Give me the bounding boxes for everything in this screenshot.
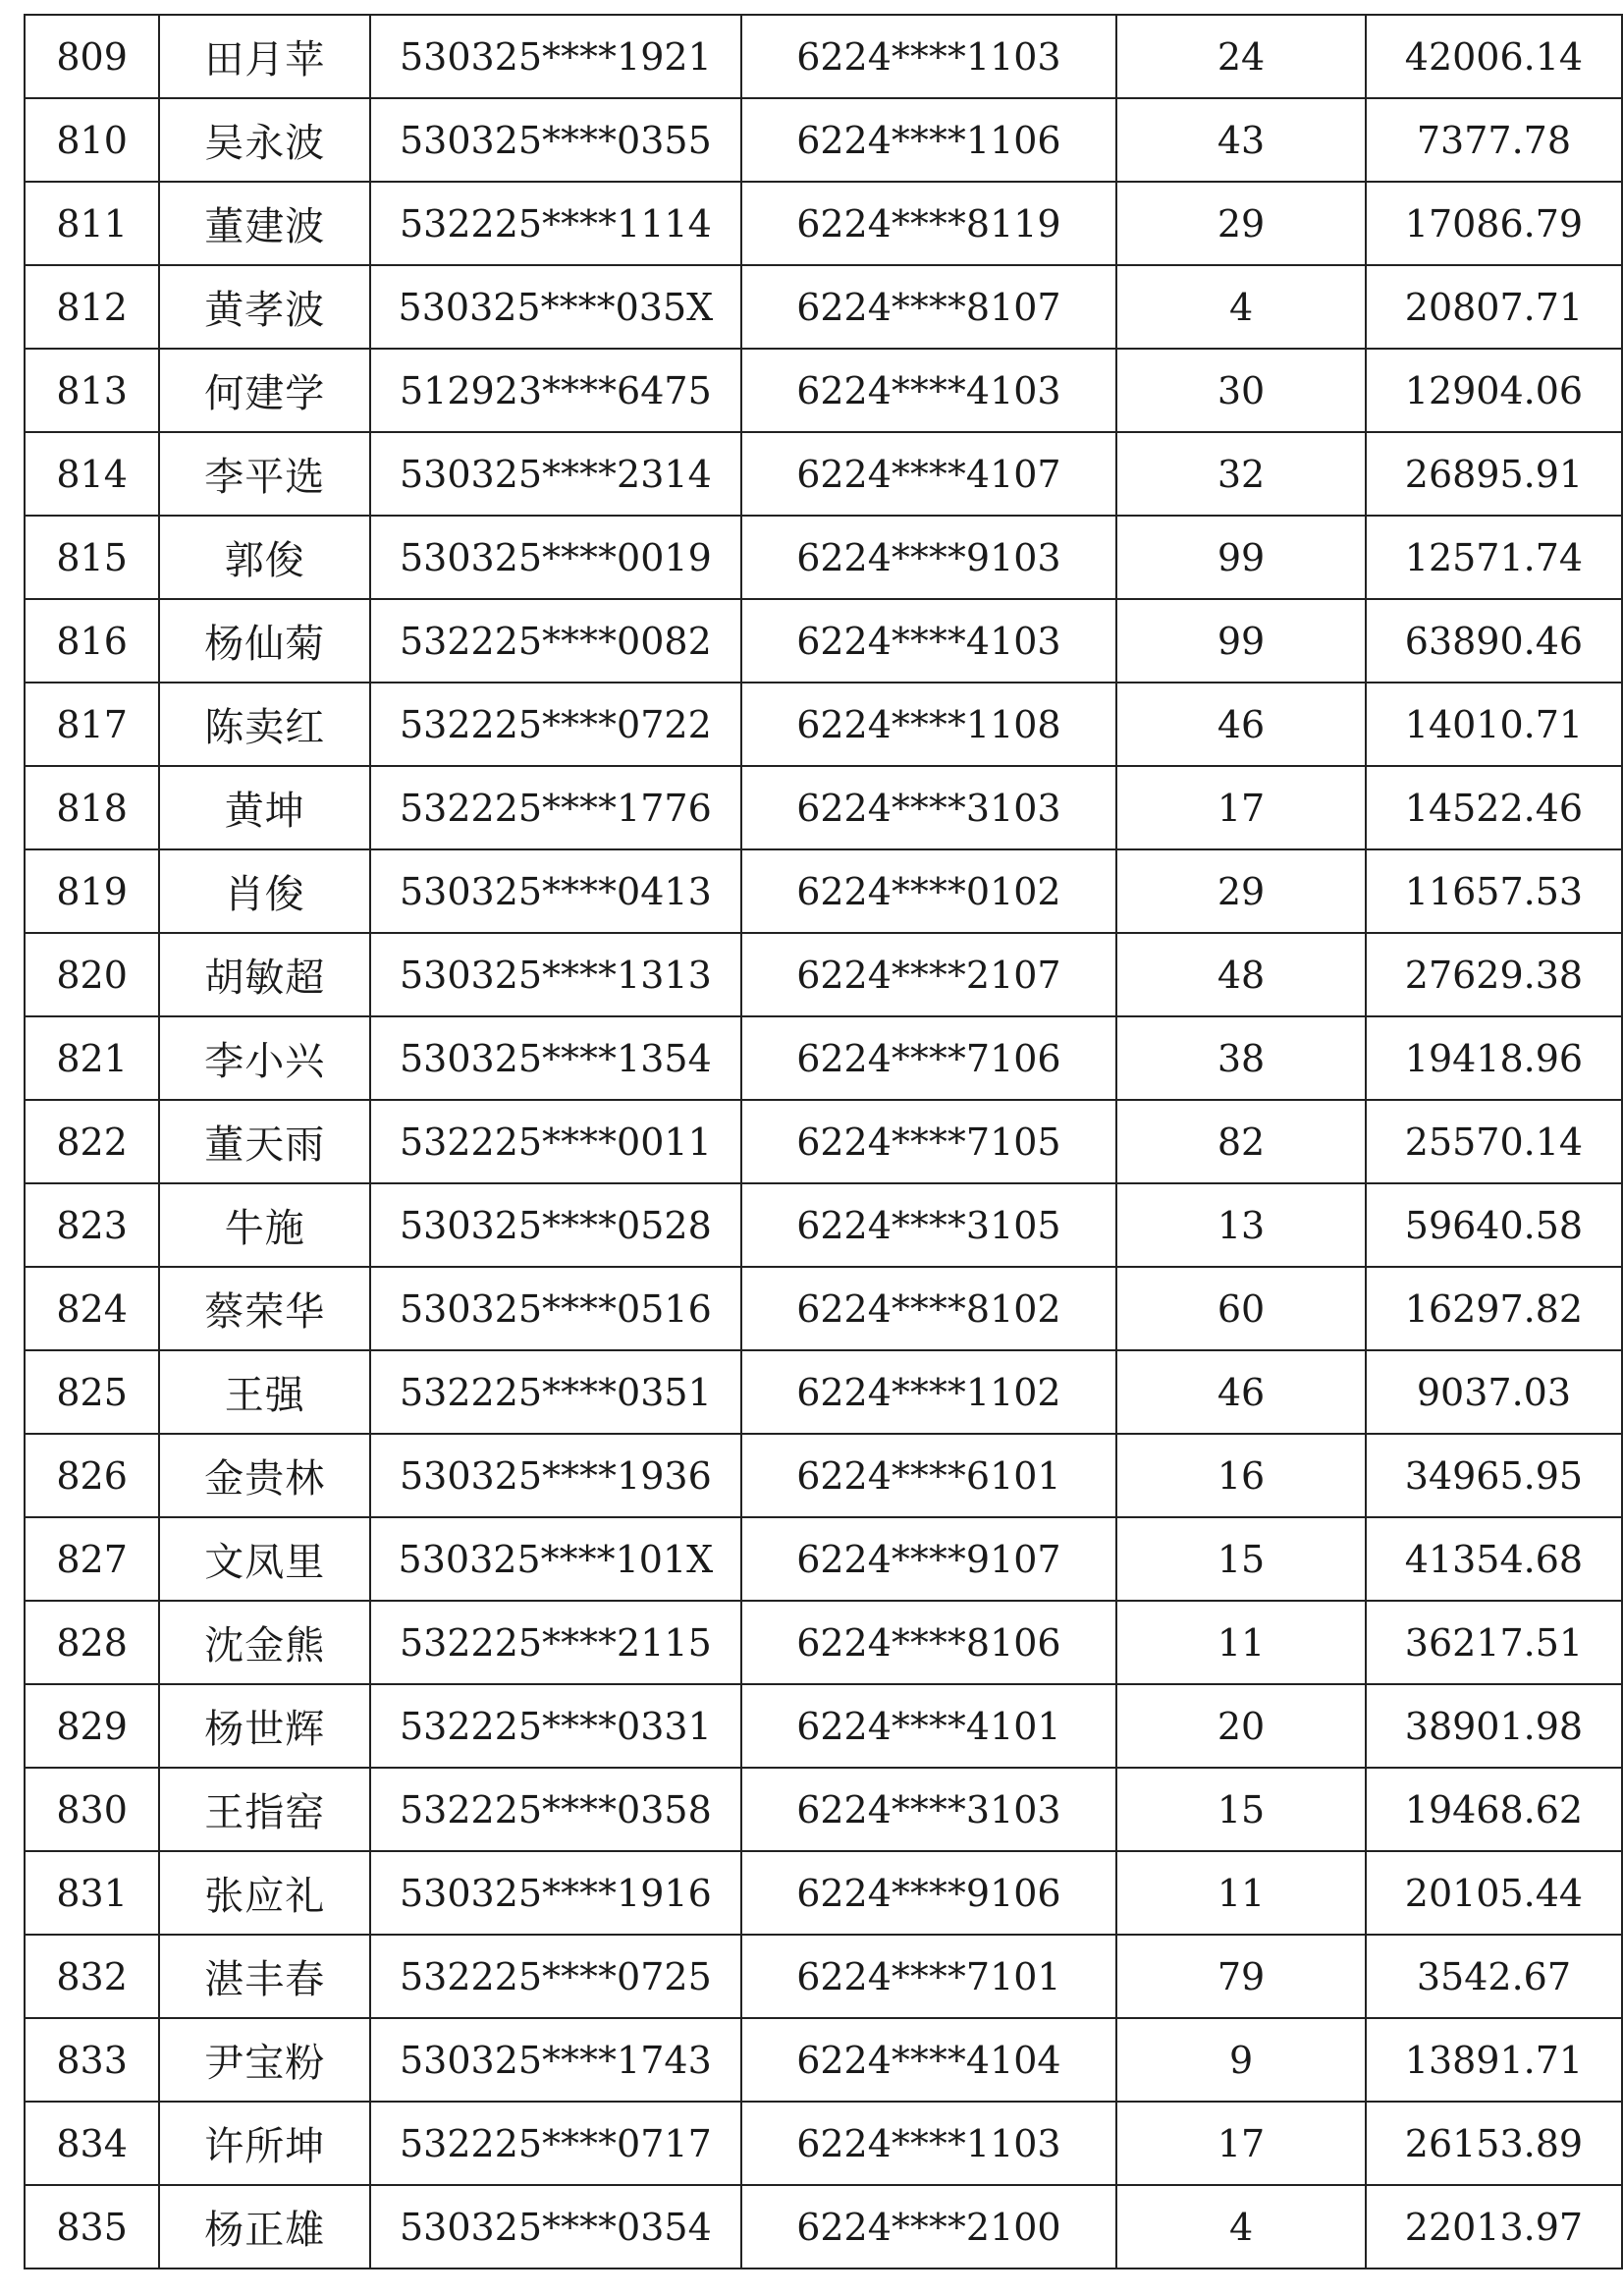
cell-name: 黄坤 [159, 766, 370, 849]
cell-bank-card: 6224****9106 [741, 1851, 1117, 1935]
cell-count: 43 [1116, 98, 1366, 182]
table-row [25, 98, 1622, 182]
cell-name: 沈金熊 [159, 1601, 370, 1684]
cell-name: 李小兴 [159, 1016, 370, 1100]
cell-amount: 3542.67 [1366, 1935, 1622, 2018]
table-row [25, 1517, 1622, 1601]
table-row [25, 516, 1622, 599]
cell-name: 田月苹 [159, 15, 370, 98]
cell-seq: 820 [25, 933, 159, 1016]
cell-count: 60 [1116, 1267, 1366, 1350]
cell-id-number: 530325****0413 [370, 849, 740, 933]
cell-bank-card: 6224****7101 [741, 1935, 1117, 2018]
cell-count: 99 [1116, 516, 1366, 599]
cell-bank-card: 6224****8106 [741, 1601, 1117, 1684]
cell-name: 张应礼 [159, 1851, 370, 1935]
table-row [25, 766, 1622, 849]
cell-count: 99 [1116, 599, 1366, 683]
cell-id-number: 532225****0351 [370, 1350, 740, 1434]
cell-bank-card: 6224****1102 [741, 1350, 1117, 1434]
cell-seq: 809 [25, 15, 159, 98]
cell-id-number: 530325****2314 [370, 432, 740, 516]
table-row [25, 1768, 1622, 1851]
cell-amount: 12571.74 [1366, 516, 1622, 599]
table-row [25, 933, 1622, 1016]
cell-count: 20 [1116, 1684, 1366, 1768]
cell-seq: 810 [25, 98, 159, 182]
cell-name: 杨正雄 [159, 2185, 370, 2269]
table-row [25, 432, 1622, 516]
table-row [25, 1684, 1622, 1768]
cell-id-number: 530325****101X [370, 1517, 740, 1601]
cell-seq: 819 [25, 849, 159, 933]
cell-name: 肖俊 [159, 849, 370, 933]
cell-bank-card: 6224****1106 [741, 98, 1117, 182]
cell-id-number: 532225****1776 [370, 766, 740, 849]
cell-id-number: 530325****1743 [370, 2018, 740, 2102]
cell-bank-card: 6224****4104 [741, 2018, 1117, 2102]
cell-seq: 816 [25, 599, 159, 683]
cell-bank-card: 6224****7105 [741, 1100, 1117, 1183]
cell-count: 46 [1116, 1350, 1366, 1434]
cell-id-number: 532225****0717 [370, 2102, 740, 2185]
cell-amount: 17086.79 [1366, 182, 1622, 265]
cell-amount: 26153.89 [1366, 2102, 1622, 2185]
cell-count: 32 [1116, 432, 1366, 516]
cell-amount: 26895.91 [1366, 432, 1622, 516]
cell-seq: 827 [25, 1517, 159, 1601]
cell-id-number: 532225****0722 [370, 683, 740, 766]
cell-id-number: 532225****0331 [370, 1684, 740, 1768]
cell-seq: 822 [25, 1100, 159, 1183]
table-row [25, 349, 1622, 432]
cell-bank-card: 6224****3105 [741, 1183, 1117, 1267]
cell-bank-card: 6224****2107 [741, 933, 1117, 1016]
cell-seq: 828 [25, 1601, 159, 1684]
cell-amount: 11657.53 [1366, 849, 1622, 933]
cell-seq: 813 [25, 349, 159, 432]
cell-seq: 818 [25, 766, 159, 849]
cell-bank-card: 6224****1103 [741, 15, 1117, 98]
cell-count: 17 [1116, 2102, 1366, 2185]
table-row [25, 1935, 1622, 2018]
cell-name: 金贵林 [159, 1434, 370, 1517]
cell-amount: 59640.58 [1366, 1183, 1622, 1267]
table-row [25, 2185, 1622, 2269]
cell-id-number: 532225****0082 [370, 599, 740, 683]
cell-amount: 25570.14 [1366, 1100, 1622, 1183]
cell-amount: 22013.97 [1366, 2185, 1622, 2269]
cell-name: 牛施 [159, 1183, 370, 1267]
cell-count: 15 [1116, 1768, 1366, 1851]
table-row [25, 599, 1622, 683]
cell-count: 4 [1116, 265, 1366, 349]
cell-id-number: 530325****0019 [370, 516, 740, 599]
cell-amount: 20105.44 [1366, 1851, 1622, 1935]
table-row [25, 1851, 1622, 1935]
cell-count: 13 [1116, 1183, 1366, 1267]
cell-bank-card: 6224****4103 [741, 349, 1117, 432]
cell-count: 11 [1116, 1851, 1366, 1935]
cell-id-number: 530325****0354 [370, 2185, 740, 2269]
cell-name: 吴永波 [159, 98, 370, 182]
cell-bank-card: 6224****4103 [741, 599, 1117, 683]
cell-seq: 831 [25, 1851, 159, 1935]
cell-id-number: 530325****1921 [370, 15, 740, 98]
cell-amount: 16297.82 [1366, 1267, 1622, 1350]
cell-bank-card: 6224****6101 [741, 1434, 1117, 1517]
cell-name: 黄孝波 [159, 265, 370, 349]
cell-bank-card: 6224****9103 [741, 516, 1117, 599]
cell-id-number: 530325****0528 [370, 1183, 740, 1267]
cell-amount: 41354.68 [1366, 1517, 1622, 1601]
table-row [25, 849, 1622, 933]
cell-bank-card: 6224****8119 [741, 182, 1117, 265]
table-row [25, 2102, 1622, 2185]
cell-amount: 19418.96 [1366, 1016, 1622, 1100]
cell-bank-card: 6224****0102 [741, 849, 1117, 933]
cell-count: 11 [1116, 1601, 1366, 1684]
table-row [25, 265, 1622, 349]
cell-seq: 823 [25, 1183, 159, 1267]
cell-count: 38 [1116, 1016, 1366, 1100]
cell-count: 24 [1116, 15, 1366, 98]
cell-amount: 42006.14 [1366, 15, 1622, 98]
cell-id-number: 530325****0355 [370, 98, 740, 182]
cell-bank-card: 6224****3103 [741, 1768, 1117, 1851]
cell-seq: 825 [25, 1350, 159, 1434]
cell-id-number: 530325****1916 [370, 1851, 740, 1935]
cell-seq: 814 [25, 432, 159, 516]
table-row [25, 683, 1622, 766]
cell-amount: 14010.71 [1366, 683, 1622, 766]
cell-count: 29 [1116, 849, 1366, 933]
cell-name: 何建学 [159, 349, 370, 432]
cell-amount: 7377.78 [1366, 98, 1622, 182]
cell-amount: 9037.03 [1366, 1350, 1622, 1434]
cell-amount: 36217.51 [1366, 1601, 1622, 1684]
cell-id-number: 532225****0011 [370, 1100, 740, 1183]
cell-amount: 20807.71 [1366, 265, 1622, 349]
cell-bank-card: 6224****7106 [741, 1016, 1117, 1100]
cell-bank-card: 6224****4101 [741, 1684, 1117, 1768]
cell-bank-card: 6224****1108 [741, 683, 1117, 766]
cell-name: 湛丰春 [159, 1935, 370, 2018]
cell-seq: 811 [25, 182, 159, 265]
cell-seq: 824 [25, 1267, 159, 1350]
cell-id-number: 532225****1114 [370, 182, 740, 265]
cell-name: 王指窑 [159, 1768, 370, 1851]
cell-id-number: 532225****0725 [370, 1935, 740, 2018]
cell-bank-card: 6224****1103 [741, 2102, 1117, 2185]
cell-id-number: 530325****035X [370, 265, 740, 349]
cell-amount: 63890.46 [1366, 599, 1622, 683]
table-row [25, 1434, 1622, 1517]
table-row [25, 182, 1622, 265]
cell-id-number: 530325****1936 [370, 1434, 740, 1517]
cell-name: 杨世辉 [159, 1684, 370, 1768]
cell-seq: 821 [25, 1016, 159, 1100]
cell-seq: 817 [25, 683, 159, 766]
cell-id-number: 532225****0358 [370, 1768, 740, 1851]
cell-count: 82 [1116, 1100, 1366, 1183]
cell-seq: 815 [25, 516, 159, 599]
cell-id-number: 512923****6475 [370, 349, 740, 432]
cell-seq: 812 [25, 265, 159, 349]
cell-bank-card: 6224****2100 [741, 2185, 1117, 2269]
table-row [25, 1016, 1622, 1100]
cell-count: 15 [1116, 1517, 1366, 1601]
cell-count: 48 [1116, 933, 1366, 1016]
cell-seq: 833 [25, 2018, 159, 2102]
cell-bank-card: 6224****3103 [741, 766, 1117, 849]
cell-bank-card: 6224****9107 [741, 1517, 1117, 1601]
cell-id-number: 530325****1313 [370, 933, 740, 1016]
cell-name: 尹宝粉 [159, 2018, 370, 2102]
cell-seq: 835 [25, 2185, 159, 2269]
cell-id-number: 530325****0516 [370, 1267, 740, 1350]
table-row [25, 1350, 1622, 1434]
cell-seq: 832 [25, 1935, 159, 2018]
cell-name: 李平选 [159, 432, 370, 516]
table-row [25, 1100, 1622, 1183]
cell-count: 79 [1116, 1935, 1366, 2018]
cell-seq: 834 [25, 2102, 159, 2185]
cell-seq: 829 [25, 1684, 159, 1768]
cell-id-number: 532225****2115 [370, 1601, 740, 1684]
cell-name: 董天雨 [159, 1100, 370, 1183]
cell-amount: 14522.46 [1366, 766, 1622, 849]
cell-name: 郭俊 [159, 516, 370, 599]
cell-seq: 830 [25, 1768, 159, 1851]
cell-count: 46 [1116, 683, 1366, 766]
cell-amount: 38901.98 [1366, 1684, 1622, 1768]
cell-amount: 34965.95 [1366, 1434, 1622, 1517]
cell-id-number: 530325****1354 [370, 1016, 740, 1100]
cell-seq: 826 [25, 1434, 159, 1517]
table-row [25, 1601, 1622, 1684]
cell-count: 9 [1116, 2018, 1366, 2102]
cell-count: 17 [1116, 766, 1366, 849]
cell-count: 16 [1116, 1434, 1366, 1517]
cell-amount: 27629.38 [1366, 933, 1622, 1016]
cell-name: 蔡荣华 [159, 1267, 370, 1350]
cell-name: 王强 [159, 1350, 370, 1434]
cell-bank-card: 6224****8107 [741, 265, 1117, 349]
cell-amount: 19468.62 [1366, 1768, 1622, 1851]
cell-name: 陈卖红 [159, 683, 370, 766]
cell-bank-card: 6224****4107 [741, 432, 1117, 516]
cell-name: 文凤里 [159, 1517, 370, 1601]
table-row [25, 1267, 1622, 1350]
cell-bank-card: 6224****8102 [741, 1267, 1117, 1350]
cell-name: 许所坤 [159, 2102, 370, 2185]
cell-amount: 12904.06 [1366, 349, 1622, 432]
table-row [25, 1183, 1622, 1267]
records-table [24, 14, 1623, 2269]
table-body [25, 15, 1622, 2269]
cell-amount: 13891.71 [1366, 2018, 1622, 2102]
table-row [25, 15, 1622, 98]
cell-name: 董建波 [159, 182, 370, 265]
cell-name: 胡敏超 [159, 933, 370, 1016]
cell-count: 29 [1116, 182, 1366, 265]
table-row [25, 2018, 1622, 2102]
cell-count: 30 [1116, 349, 1366, 432]
cell-name: 杨仙菊 [159, 599, 370, 683]
cell-count: 4 [1116, 2185, 1366, 2269]
